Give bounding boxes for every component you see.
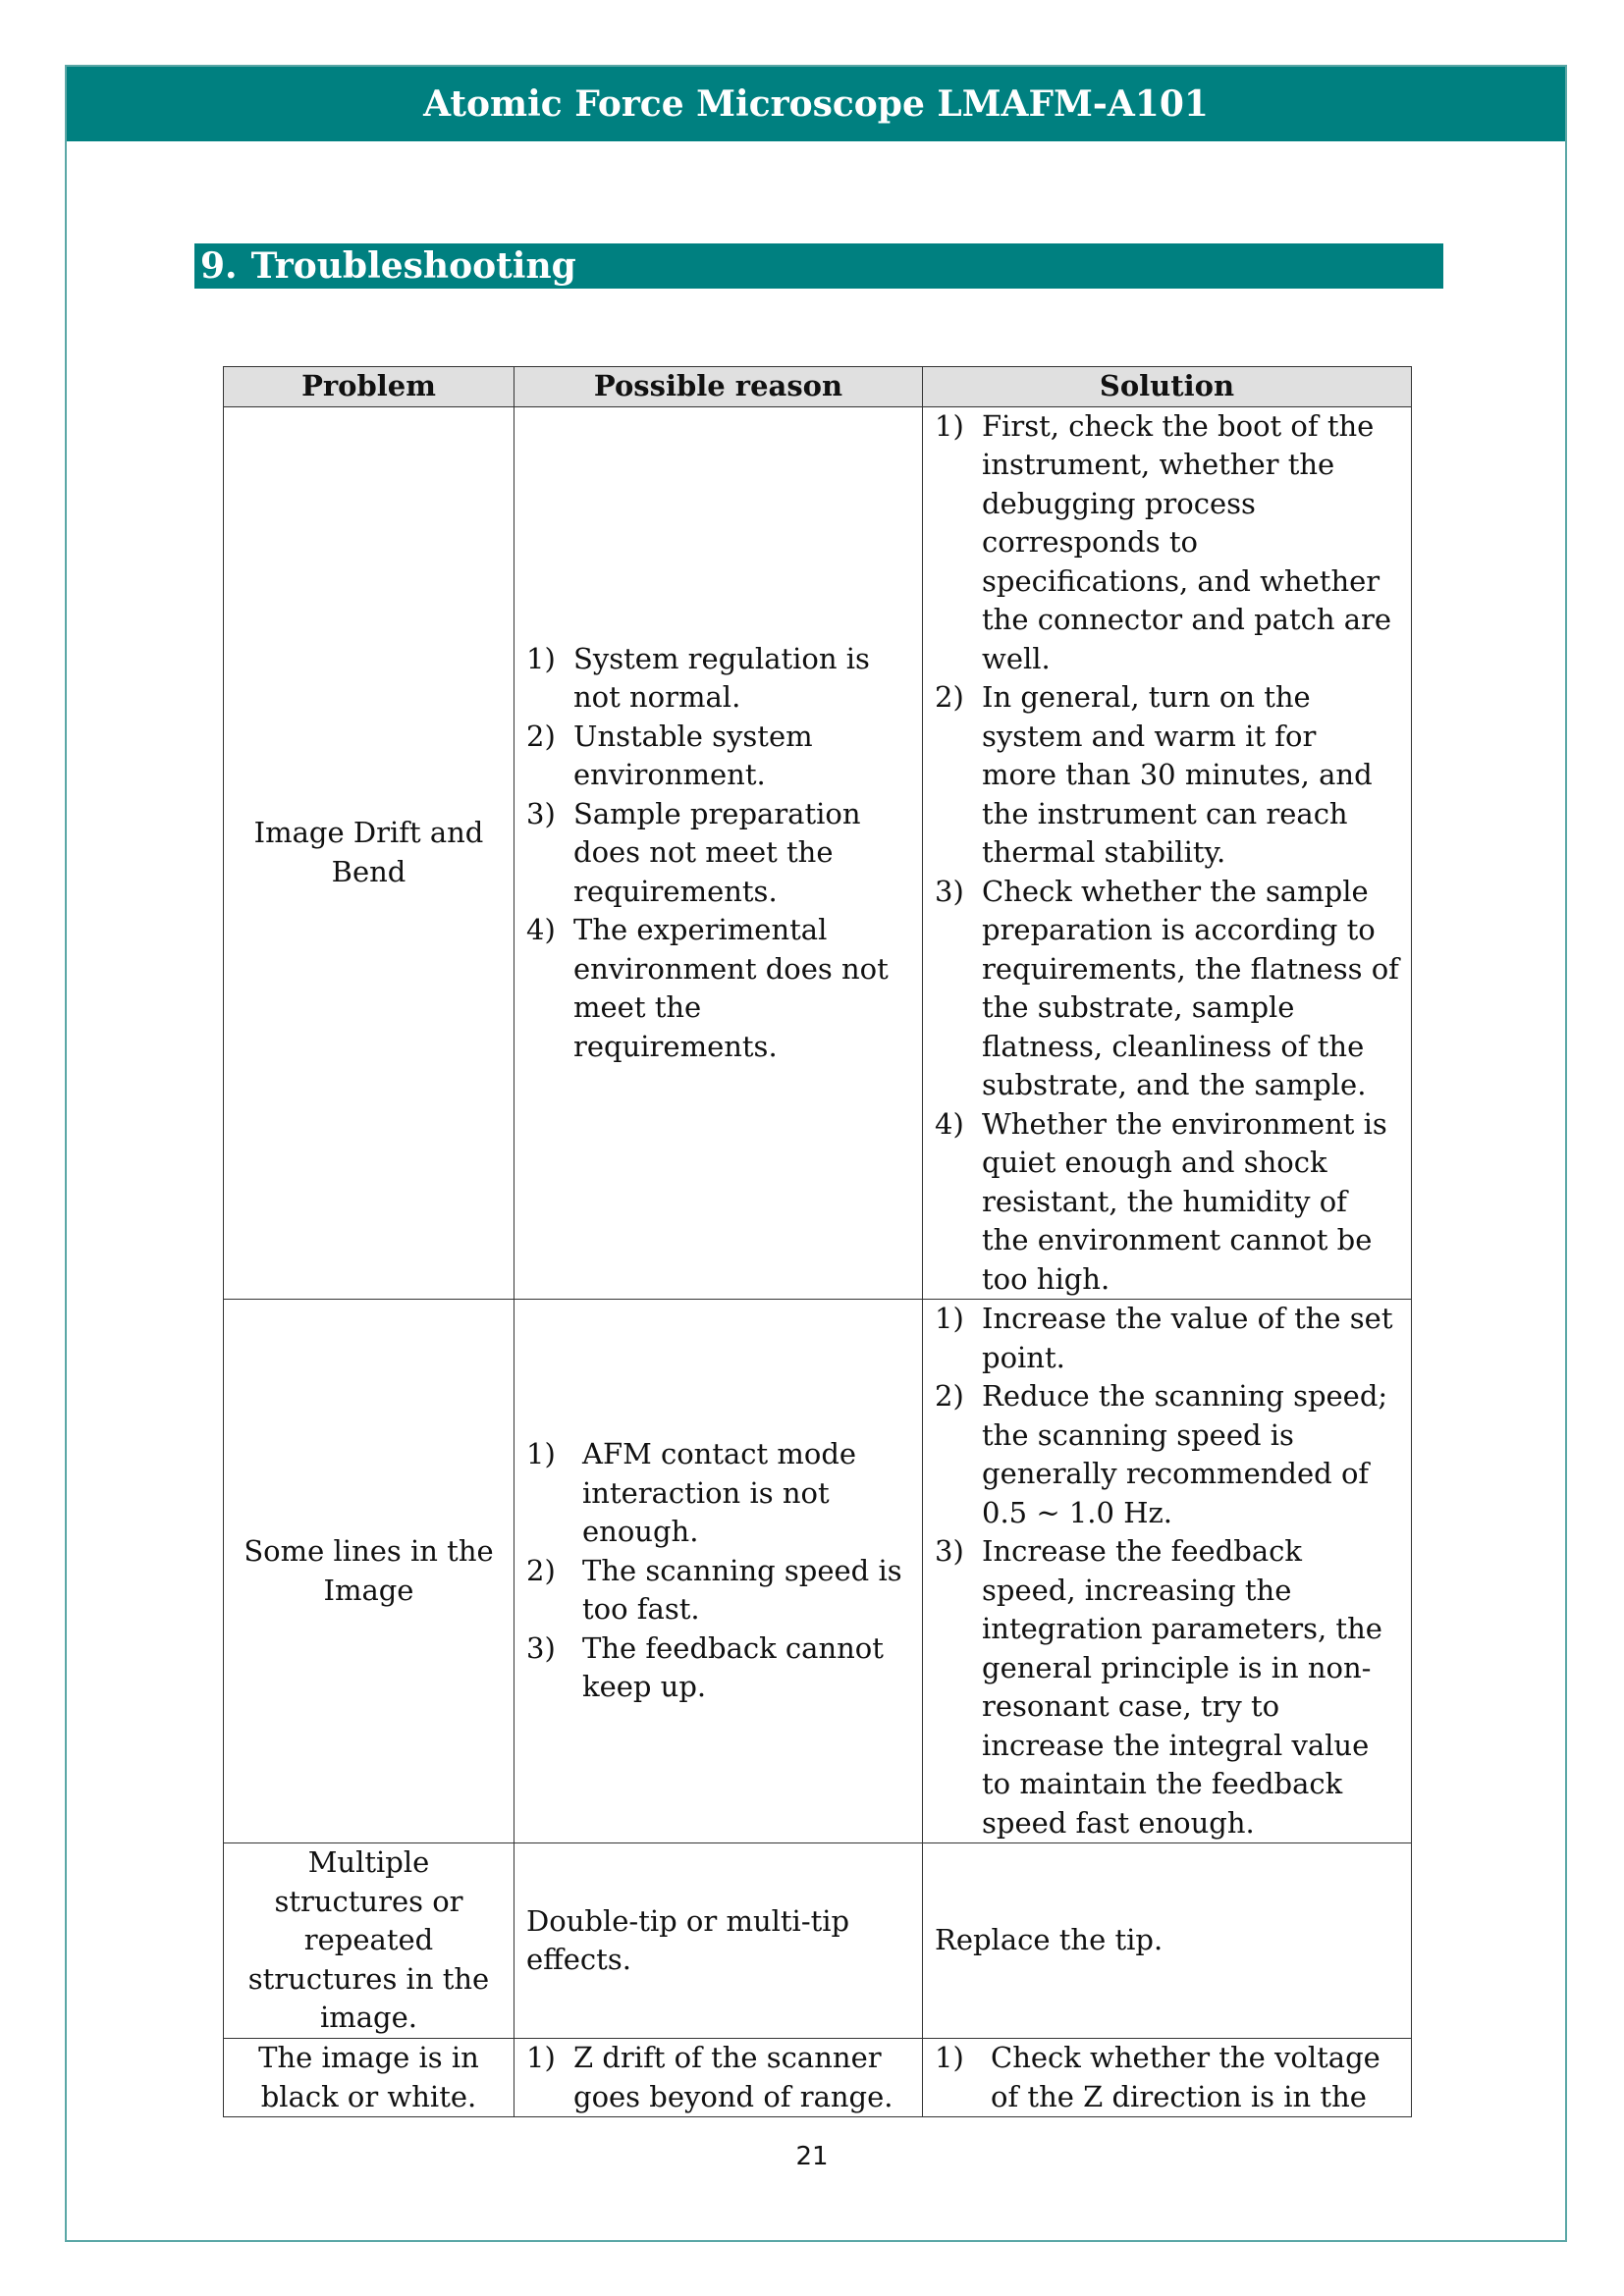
list-item: 3) Sample preparation does not meet the requirements. (526, 796, 861, 908)
list-item: 2) Unstable system environment. (526, 719, 813, 791)
list-item: 1) AFM contact mode interaction is not enough. (526, 1437, 857, 1549)
list-item: 4) The experimental environment does not meet the requirements. (526, 913, 889, 1063)
list-item: 3) Increase the feedback speed, increasing the integration parameters, the general principle is in non-resonant case, try to increase the integral value to maintain the feedback speed fast enough. (935, 1534, 1382, 1840)
problem-text: The image is in black or white. (258, 2041, 479, 2113)
table-row (224, 1843, 1412, 2039)
problem-cell: Some lines in the Image (224, 1300, 514, 1843)
table-row (224, 406, 1412, 1300)
solution-list (935, 407, 1399, 1300)
header-possible-reason: Possible reason (514, 367, 923, 407)
troubleshooting-table (223, 366, 1412, 2117)
header-solution: Solution (923, 367, 1412, 407)
reason-cell: Double-tip or multi-tip effects. (514, 1843, 923, 2039)
list-item: 1) Increase the value of the set point. (935, 1302, 1393, 1374)
problem-cell (224, 2039, 514, 2117)
reason-list (526, 1435, 910, 1707)
section-heading (194, 243, 1443, 289)
list-item: 1) Check whether the voltage of the Z direction is in the (935, 2041, 1380, 2113)
page-number: 21 (795, 2142, 829, 2171)
solution-cell (923, 2039, 1412, 2117)
reason-cell (514, 2039, 923, 2117)
reason-list (526, 2039, 910, 2116)
solution-cell (923, 1300, 1412, 1843)
list-item: 3) Check whether the sample preparation is according to requirements, the flatness of the substrate, sample flatness, cleanliness of the substrate, and the sample. (935, 874, 1399, 1101)
section-title: Troubleshooting (250, 245, 576, 287)
list-item: 3) The feedback cannot keep up. (526, 1630, 884, 1704)
solution-list (935, 1300, 1399, 1842)
document-title: Atomic Force Microscope LMAFM-A101 (423, 83, 1209, 125)
reason-cell (514, 1300, 923, 1843)
reason-cell (514, 406, 923, 1300)
list-item: 1) Z drift of the scanner goes beyond of range. (526, 2041, 893, 2113)
problem-cell: Image Drift and Bend (224, 406, 514, 1300)
problem-cell: Multiple structures or repeated structures in the image. (224, 1843, 514, 2039)
table-row (224, 1300, 1412, 1843)
list-item: 4) Whether the environment is quiet enough and shock resistant, the humidity of the environment cannot be too high. (935, 1106, 1387, 1296)
list-item: 2) Reduce the scanning speed; the scanning speed is generally recommended of 0.5 ~ 1.0 Hz. (935, 1379, 1388, 1529)
solution-cell: Replace the tip. (923, 1843, 1412, 2039)
document-header (67, 67, 1565, 141)
solution-cell (923, 406, 1412, 1300)
list-item: 2) In general, turn on the system and warm it for more than 30 minutes, and the instrument can reach thermal stability. (935, 680, 1373, 869)
table-header-row (224, 367, 1412, 407)
list-item: 1) First, check the boot of the instrument, whether the debugging process corresponds to specifications, and whether the connector and patch are well. (935, 408, 1392, 675)
solution-list (935, 2039, 1399, 2116)
section-number: 9. (200, 245, 238, 287)
table-row (224, 2039, 1412, 2117)
list-item: 1) System regulation is not normal. (526, 641, 870, 714)
reason-list (526, 640, 910, 1067)
header-problem: Problem (224, 367, 514, 407)
list-item: 2) The scanning speed is too fast. (526, 1553, 902, 1627)
